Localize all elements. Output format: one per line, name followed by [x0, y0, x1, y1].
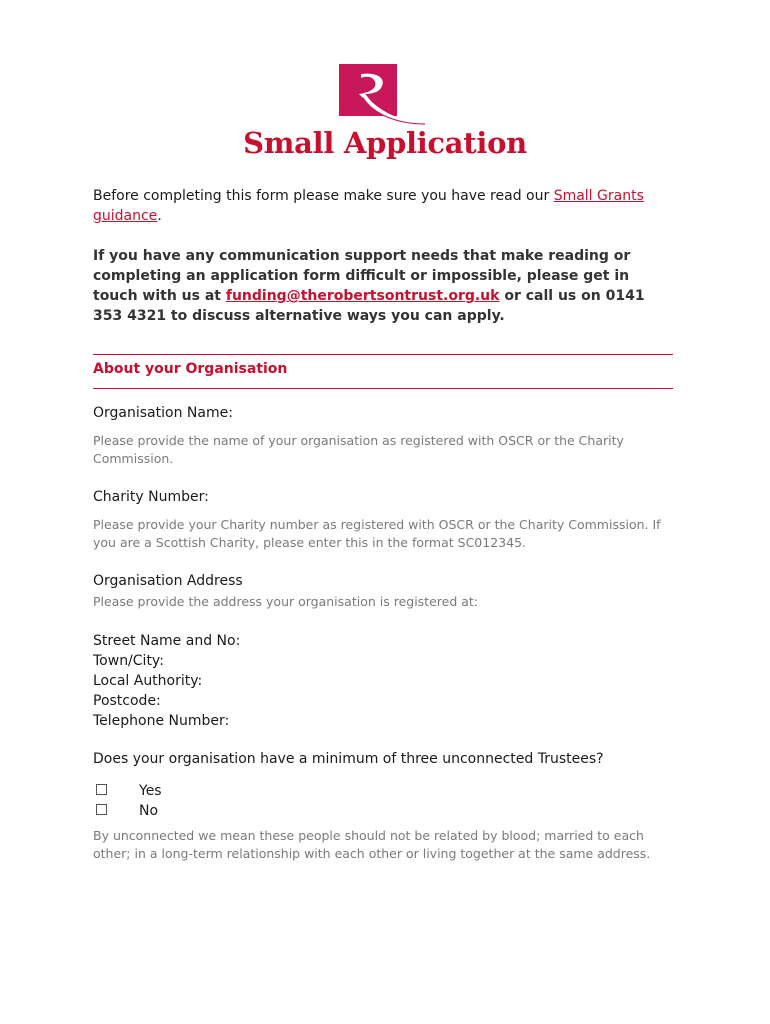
intro-paragraph: [93, 186, 675, 226]
page-title: Small Application: [243, 126, 527, 160]
trustees-option-no[interactable]: [93, 803, 159, 819]
intro-text-end: .: [157, 208, 162, 224]
organisation-address-label: Organisation Address: [93, 573, 243, 589]
trustees-question: Does your organisation have a minimum of three unconnected Trustees?: [93, 751, 604, 767]
section-heading: About your Organisation: [93, 361, 288, 377]
address-fields: [93, 631, 240, 731]
funding-email-link[interactable]: funding@therobertsontrust.org.uk: [225, 288, 500, 304]
support-text-end: or call us on 0141 353 4321 to discuss alternative ways you can apply.: [93, 288, 645, 324]
support-text: If you have any communication support needs that make reading or completing an application form difficult or impossible, please get in touch with us at: [93, 248, 631, 304]
charity-number-hint: Please provide your Charity number as registered with OSCR or the Charity Commission. If you are a Scottish Charity, please enter this in the format SC012345.: [93, 517, 661, 550]
no-checkbox[interactable]: [96, 804, 107, 815]
organisation-name-label: Organisation Name:: [93, 405, 233, 421]
telephone-number-label: Telephone Number:: [93, 713, 230, 729]
town-city-label: Town/City:: [93, 653, 164, 669]
yes-label: Yes: [139, 783, 162, 799]
organisation-name-hint: Please provide the name of your organisation as registered with OSCR or the Charity Commission.: [93, 433, 624, 466]
intro-text: Before completing this form please make sure you have read our: [93, 188, 554, 204]
organisation-address-hint: Please provide the address your organisation is registered at:: [93, 594, 479, 609]
charity-number-label: Charity Number:: [93, 489, 209, 505]
postcode-label: Postcode:: [93, 693, 161, 709]
small-grants-guidance-link[interactable]: Small Grants guidance: [93, 188, 644, 224]
trustees-hint: By unconnected we mean these people should not be related by blood; married to each other; in a long-term relationship with each other or living together at the same address.: [93, 828, 651, 861]
yes-checkbox[interactable]: [96, 784, 107, 795]
street-label: Street Name and No:: [93, 633, 241, 649]
trustees-option-yes[interactable]: [93, 783, 162, 799]
local-authority-label: Local Authority:: [93, 673, 203, 689]
communication-support-paragraph: [93, 246, 675, 326]
section-divider-bottom: [93, 388, 673, 389]
robertson-trust-r-logo-icon: [337, 62, 427, 126]
section-divider-top: [93, 354, 673, 355]
no-label: No: [139, 803, 159, 819]
